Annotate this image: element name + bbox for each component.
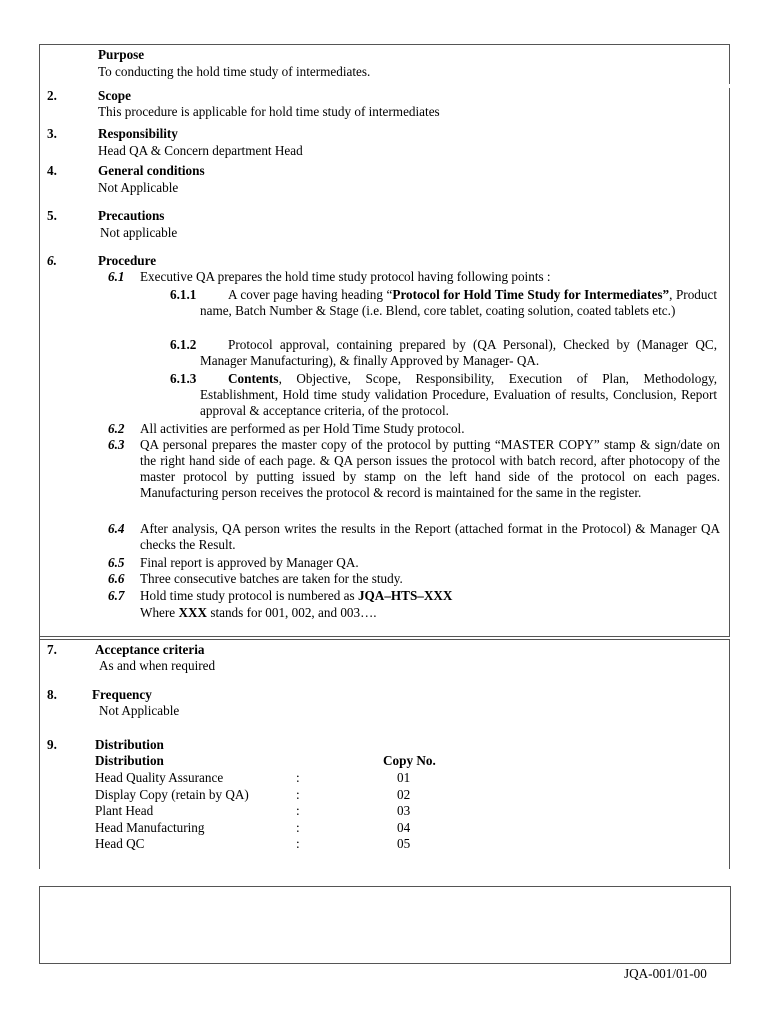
- step-6-7-text: [140, 588, 452, 604]
- general-number: 4.: [47, 163, 57, 178]
- general-heading: General conditions: [98, 163, 205, 178]
- distribution-row-name: Head Manufacturing: [95, 819, 205, 835]
- responsibility-heading: Responsibility: [98, 126, 178, 141]
- general-body: Not Applicable: [98, 180, 179, 195]
- top-border: [39, 44, 730, 45]
- step-6-7-body: Hold time study protocol is numbered as: [140, 588, 358, 603]
- distribution-col-header: Distribution: [95, 753, 164, 768]
- document-code: JQA-001/01-00: [624, 966, 707, 981]
- step-6-1-text: Executive QA prepares the hold time study protocol having following points :: [140, 269, 551, 284]
- step-6-1-1-text: [200, 287, 717, 319]
- step-6-1-3-bold: Contents: [228, 371, 279, 386]
- precautions-number: 5.: [47, 208, 57, 223]
- responsibility-number: 3.: [47, 126, 57, 141]
- step-6-2-number: 6.2: [108, 421, 125, 436]
- distribution-row-name: Display Copy (retain by QA): [95, 786, 249, 802]
- frequency-body: Not Applicable: [99, 703, 180, 718]
- purpose-heading: Purpose: [98, 47, 145, 62]
- distribution-row-name: Head QC: [95, 836, 145, 852]
- right-border-mid: [729, 88, 730, 636]
- step-6-1-3-body: , Objective, Scope, Responsibility, Execution of Plan, Methodology, Establishment, Hold time study validation Procedure, Evaluation of results, Conclusion, Report approval & acceptance criteria, of the protocol.: [200, 371, 717, 418]
- step-6-6-number: 6.6: [108, 571, 125, 586]
- step-6-6-text: Three consecutive batches are taken for the study.: [140, 571, 403, 586]
- procedure-number: 6.: [47, 253, 57, 268]
- left-border: [39, 44, 40, 869]
- footer-box: [39, 886, 731, 964]
- distribution-row-copy: 04: [397, 819, 411, 835]
- right-border-lower: [729, 639, 730, 869]
- right-border: [729, 44, 730, 84]
- scope-body: This procedure is applicable for hold time study of intermediates: [98, 104, 440, 119]
- distribution-row-name: Plant Head: [95, 803, 154, 819]
- where-pre: Where: [140, 605, 179, 620]
- distribution-row-separator: :: [296, 770, 300, 785]
- protocol-number-code: JQA–HTS–XXX: [357, 588, 453, 603]
- step-6-1-2-text: [200, 337, 717, 369]
- scope-number: 2.: [47, 88, 57, 103]
- precautions-heading: Precautions: [98, 208, 165, 223]
- scope-heading: Scope: [98, 88, 131, 103]
- step-6-5-text: Final report is approved by Manager QA.: [140, 555, 359, 570]
- distribution-row-copy: 02: [397, 786, 411, 802]
- distribution-row-separator: :: [296, 836, 300, 852]
- step-6-1-3-number: 6.1.3: [170, 371, 197, 386]
- step-6-4-number: 6.4: [108, 521, 125, 536]
- distribution-row-name: Head Quality Assurance: [95, 770, 224, 785]
- distribution-heading: Distribution: [95, 737, 164, 752]
- step-6-3-number: 6.3: [108, 437, 125, 452]
- copy-col-header: Copy No.: [383, 753, 436, 768]
- section-divider-2: [39, 639, 730, 640]
- responsibility-body: Head QA & Concern department Head: [98, 143, 303, 158]
- step-6-1-3-text: [200, 371, 717, 419]
- step-6-1-1-number: 6.1.1: [170, 287, 197, 302]
- distribution-row-copy: 01: [397, 770, 411, 785]
- step-6-1-2-body: Protocol approval, containing prepared by (QA Personal), Checked by (Manager QC, Manager Manufacturing), & finally Approved by Manager- QA.: [200, 337, 717, 368]
- step-6-7-number: 6.7: [108, 588, 125, 603]
- step-6-7-where: [140, 605, 377, 621]
- distribution-row-separator: :: [296, 819, 300, 835]
- step-6-5-number: 6.5: [108, 555, 125, 570]
- frequency-number: 8.: [47, 687, 57, 702]
- section-divider: [39, 636, 730, 637]
- step-6-1-1-bold: Protocol for Hold Time Study for Intermediates”: [392, 287, 670, 302]
- step-6-3-text: QA personal prepares the master copy of the protocol by putting “MASTER COPY” stamp & sign/date on the right hand side of each page. & QA person issues the protocol with batch record, after photocopy of the master protocol by putting issued by stamp on the left hand side of the protocol on each pages. Manufacturing person receives the protocol & record is maintained for the same in the register.: [140, 437, 720, 500]
- acceptance-body: As and when required: [99, 658, 216, 673]
- acceptance-heading: Acceptance criteria: [95, 642, 205, 657]
- acceptance-number: 7.: [47, 642, 57, 657]
- distribution-row-copy: 05: [397, 836, 411, 852]
- step-6-1-2-number: 6.1.2: [170, 337, 197, 352]
- precautions-body: Not applicable: [100, 225, 178, 240]
- step-6-4-text: After analysis, QA person writes the results in the Report (attached format in the Protocol) & Manager QA checks the Result.: [140, 521, 720, 552]
- distribution-row-separator: :: [296, 786, 300, 802]
- step-6-2-text: All activities are performed as per Hold Time Study protocol.: [140, 421, 465, 436]
- where-post: stands for 001, 002, and 003….: [207, 605, 377, 620]
- frequency-heading: Frequency: [92, 687, 152, 702]
- step-6-1-1-post: , Product name, Batch Number & Stage (i.e. Blend, core tablet, coating solution, coated tablets etc.): [200, 287, 717, 318]
- where-code: XXX: [178, 605, 208, 620]
- step-6-1-number: 6.1: [108, 269, 125, 284]
- step-6-1-1-pre: A cover page having heading “: [228, 287, 393, 302]
- purpose-body: To conducting the hold time study of intermediates.: [98, 64, 371, 79]
- procedure-heading: Procedure: [98, 253, 157, 268]
- distribution-row-separator: :: [296, 803, 300, 819]
- distribution-row-copy: 03: [397, 803, 411, 819]
- distribution-number: 9.: [47, 737, 57, 752]
